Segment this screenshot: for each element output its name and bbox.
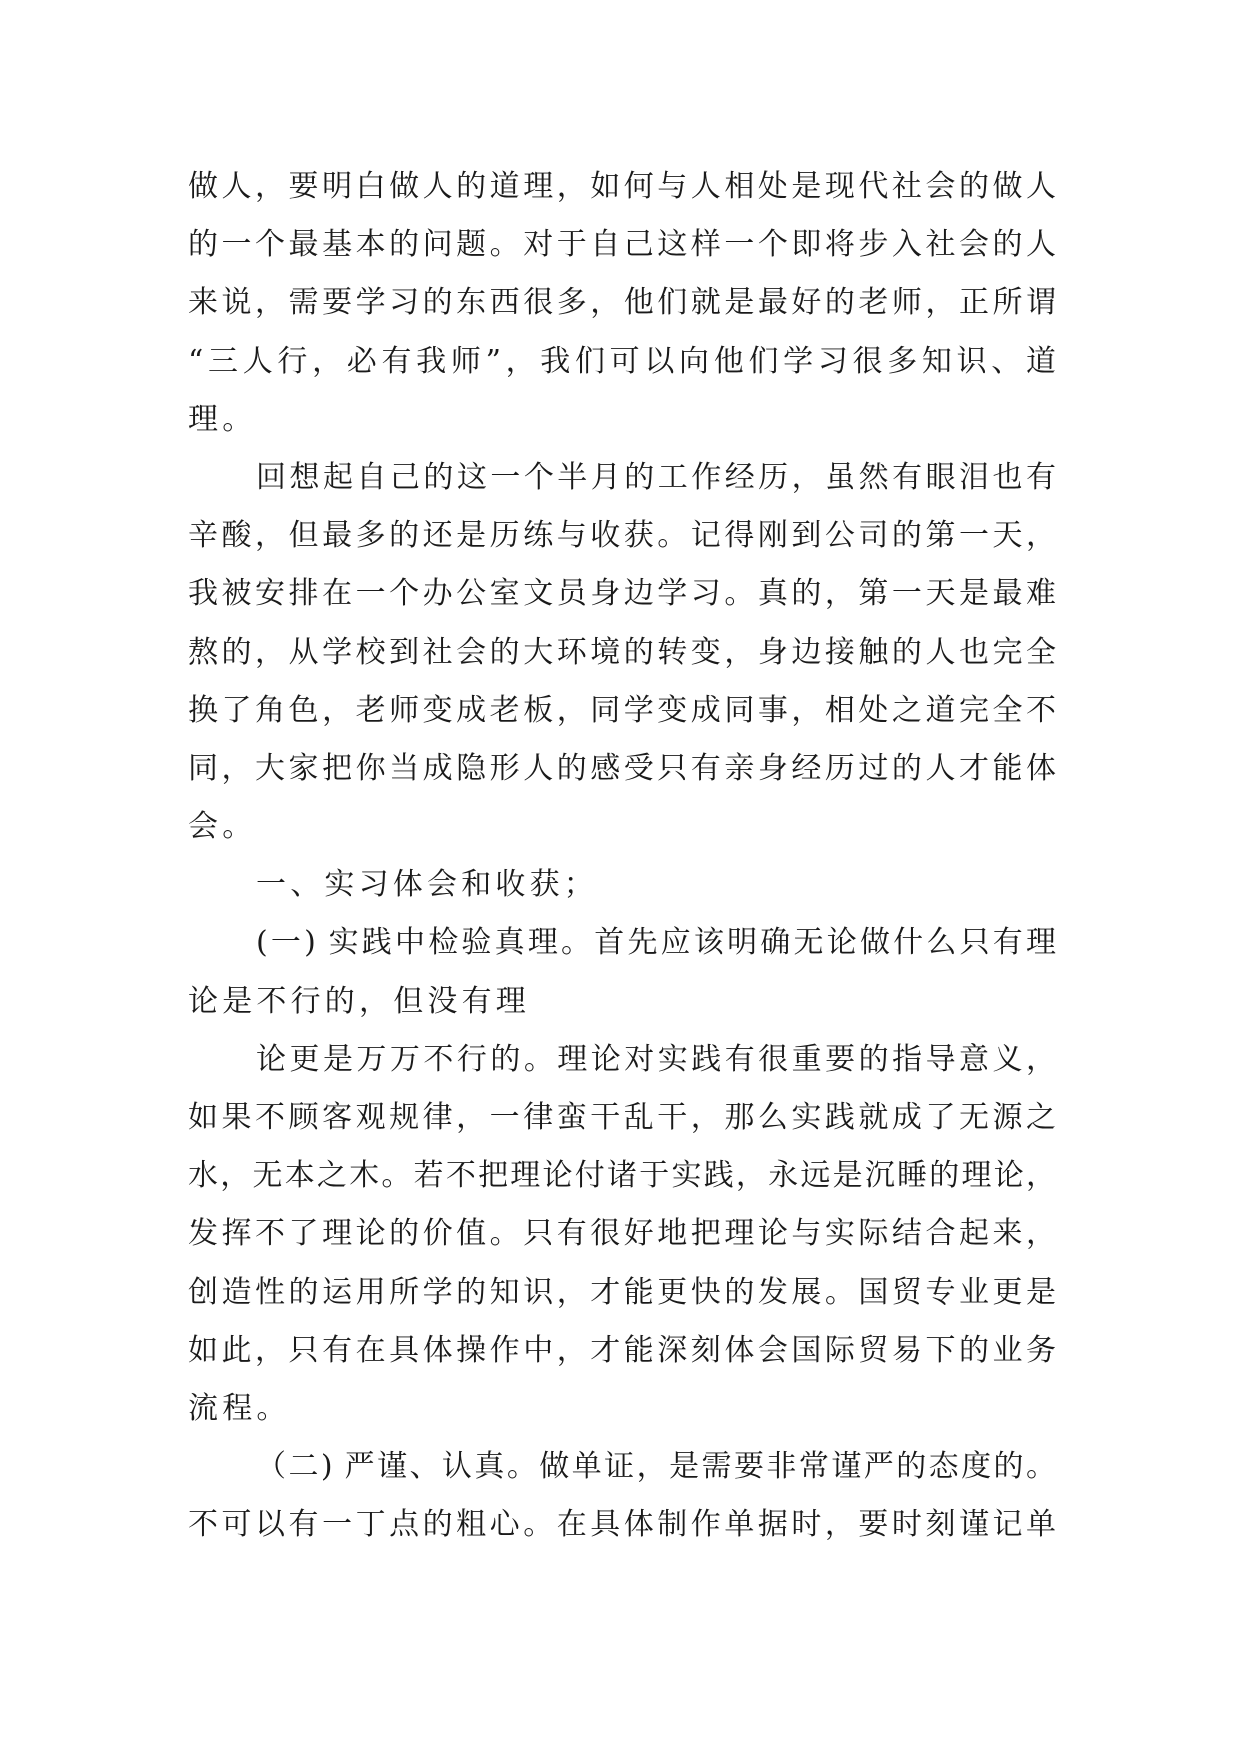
text-line: 的一个最基本的问题。对于自己这样一个即将步入社会的人 [188,227,1056,263]
text-line: 我被安排在一个办公室文员身边学习。真的，第一天是最难 [188,576,1056,612]
text-line: 来说，需要学习的东西很多，他们就是最好的老师，正所谓 [188,285,1056,321]
text-line: 创造性的运用所学的知识，才能更快的发展。国贸专业更是 [188,1274,1056,1310]
text-line: (一) 实践中检验真理。首先应该明确无论做什么只有理 [256,925,1056,961]
body-text [188,158,1056,1555]
text-line: 理。 [188,401,257,437]
text-line: 论是不行的，但没有理 [188,983,530,1019]
text-line: 论更是万万不行的。理论对实践有很重要的指导意义， [256,1041,1056,1077]
text-line: 同，大家把你当成隐形人的感受只有亲身经历过的人才能体 [188,750,1056,786]
text-line: 熬的，从学校到社会的大环境的转变，身边接触的人也完全 [188,634,1056,670]
text-line: （二) 严谨、认真。做单证，是需要非常谨严的态度的。 [256,1449,1056,1485]
text-line: 水，无本之木。若不把理论付诸于实践，永远是沉睡的理论， [188,1158,1056,1194]
text-line: 发挥不了理论的价值。只有很好地把理论与实际结合起来， [188,1216,1056,1252]
text-line: 会。 [188,809,257,845]
text-line: 如此，只有在具体操作中，才能深刻体会国际贸易下的业务 [188,1332,1056,1368]
section-heading: 一、实习体会和收获； [256,867,598,903]
text-line: 不可以有一丁点的粗心。在具体制作单据时，要时刻谨记单 [188,1507,1056,1543]
text-line: “三人行，必有我师”，我们可以向他们学习很多知识、道 [188,343,1056,379]
text-line: 换了角色，老师变成老板，同学变成同事，相处之道完全不 [188,692,1056,728]
text-line: 辛酸，但最多的还是历练与收获。记得刚到公司的第一天， [188,518,1056,554]
text-line: 如果不顾客观规律，一律蛮干乱干，那么实践就成了无源之 [188,1100,1056,1135]
text-line: 回想起自己的这一个半月的工作经历，虽然有眼泪也有 [256,459,1056,495]
text-line: 流程。 [188,1390,291,1426]
text-line: 做人，要明白做人的道理，如何与人相处是现代社会的做人 [188,169,1056,204]
